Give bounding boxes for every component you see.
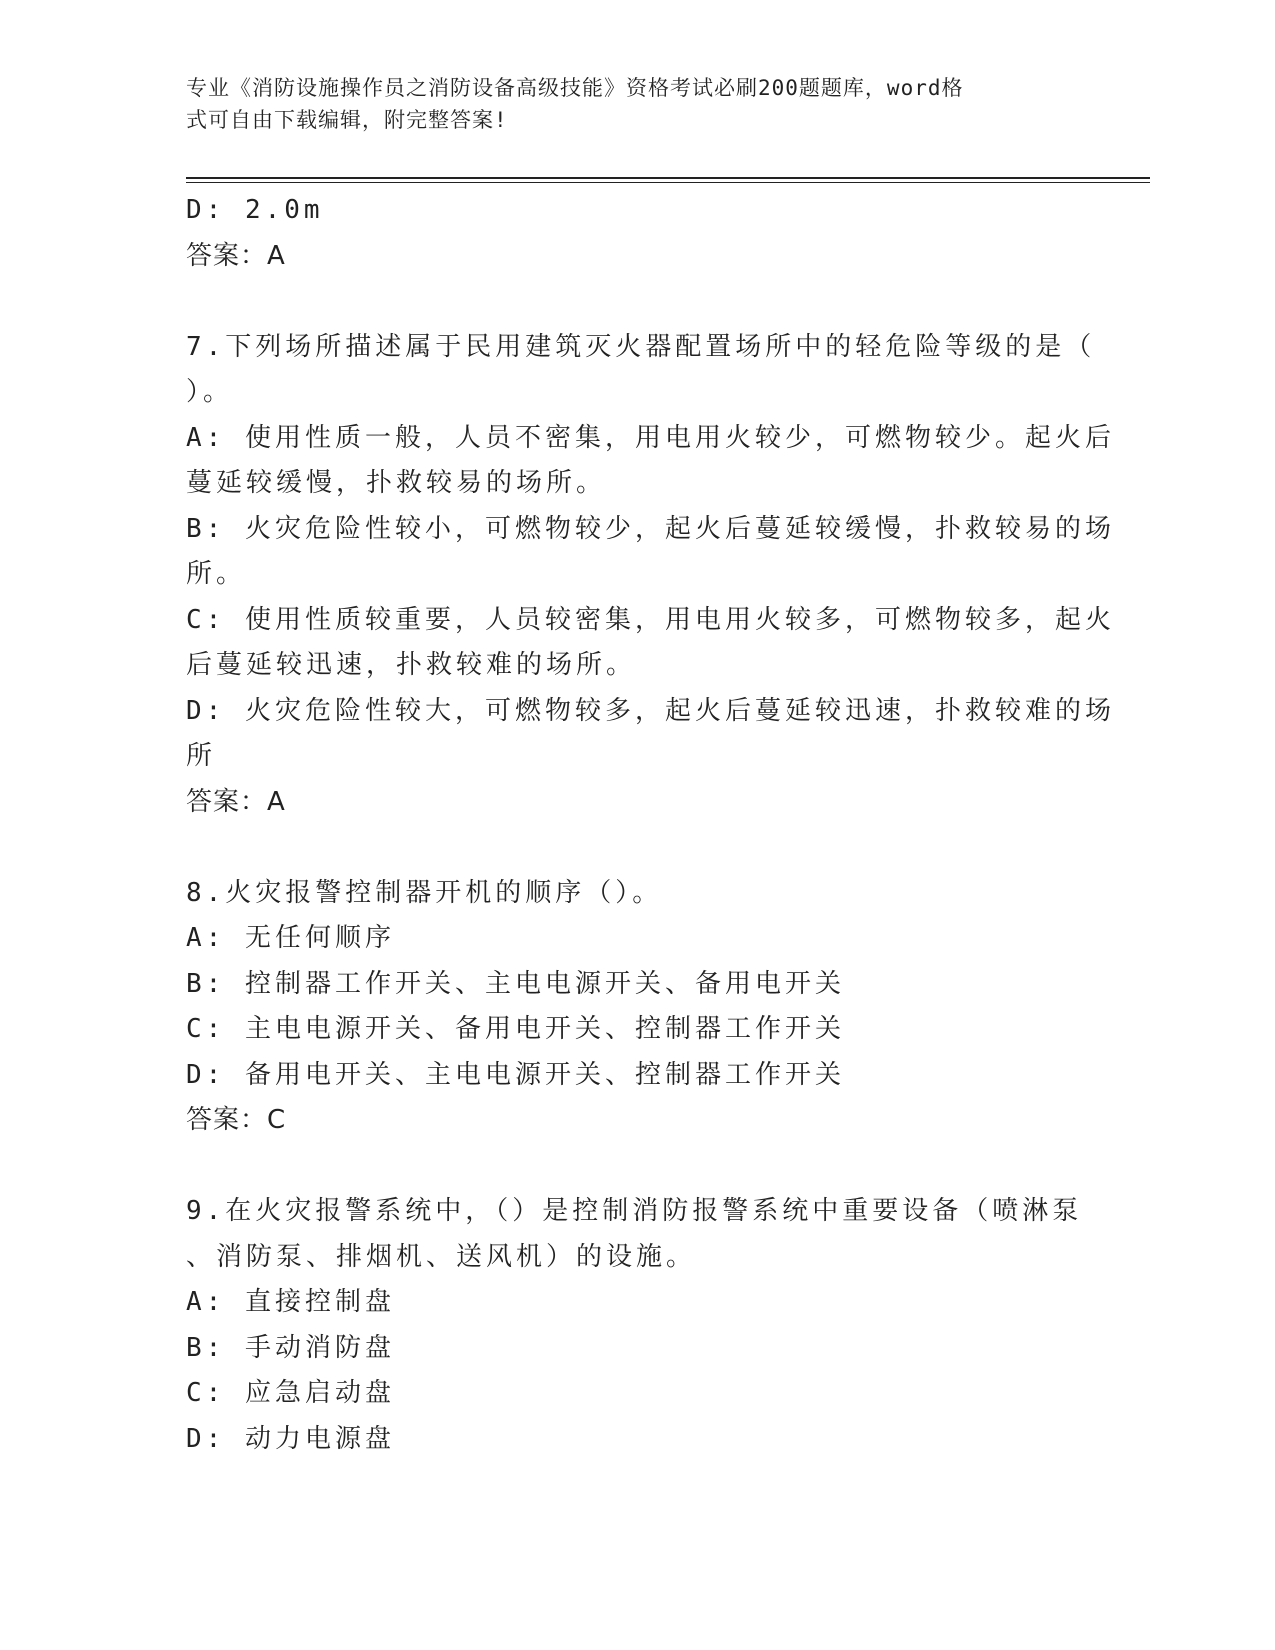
header-line-2: 式可自由下载编辑，附完整答案!	[186, 108, 508, 132]
option-a: A: 使用性质一般，人员不密集，用电用火较少，可燃物较少。起火后	[186, 422, 1115, 453]
question-stem-cont: 、消防泵、排烟机、送风机）的设施。	[186, 1241, 697, 1272]
answer-label: 答案：C	[186, 1105, 287, 1135]
question-6-tail	[186, 188, 1066, 279]
option-a: A: 无任何顺序	[186, 923, 395, 953]
spacer	[186, 825, 1066, 871]
option-b-cont: 所。	[186, 559, 247, 589]
question-9	[186, 1189, 1083, 1462]
question-8	[186, 871, 1066, 1144]
option-d: D: 动力电源盘	[186, 1423, 395, 1454]
answer-label: 答案：A	[186, 240, 286, 271]
option-d-cont: 所	[186, 741, 217, 771]
option-d: D: 备用电开关、主电电源开关、控制器工作开关	[186, 1059, 845, 1090]
question-stem: 9.在火灾报警系统中，（）是控制消防报警系统中重要设备（喷淋泵	[186, 1196, 1083, 1226]
option-c: C: 应急启动盘	[186, 1378, 395, 1408]
question-list	[186, 188, 1115, 1462]
question-stem: 8.火灾报警控制器开机的顺序（）。	[186, 877, 663, 908]
spacer	[186, 1144, 1066, 1190]
answer-label: 答案：A	[186, 786, 286, 817]
question-stem: 7.下列场所描述属于民用建筑灭火器配置场所中的轻危险等级的是（	[186, 331, 1096, 362]
question-stem-cont: ）。	[186, 377, 234, 407]
option-c: C: 使用性质较重要，人员较密集，用电用火较多，可燃物较多，起火	[186, 604, 1115, 635]
option-c-cont: 后蔓延较迅速，扑救较难的场所。	[186, 650, 637, 680]
document-header	[186, 72, 1066, 136]
option-b: B: 火灾危险性较小，可燃物较少，起火后蔓延较缓慢，扑救较易的场	[186, 513, 1115, 544]
option-d: D: 火灾危险性较大，可燃物较多，起火后蔓延较迅速，扑救较难的场	[186, 695, 1115, 726]
spacer	[186, 279, 1066, 325]
option-b: B: 手动消防盘	[186, 1332, 395, 1363]
header-rule-thin	[186, 182, 1150, 183]
option-b: B: 控制器工作开关、主电电源开关、备用电开关	[186, 968, 845, 999]
option-d: D: 2.0m	[186, 195, 324, 225]
header-line-1: 专业《消防设施操作员之消防设备高级技能》资格考试必刷200题题库，word格	[186, 76, 964, 100]
option-a: A: 直接控制盘	[186, 1287, 395, 1317]
question-7	[186, 325, 1115, 826]
header-rule-thick	[186, 177, 1150, 179]
option-c: C: 主电电源开关、备用电开关、控制器工作开关	[186, 1014, 845, 1044]
option-a-cont: 蔓延较缓慢，扑救较易的场所。	[186, 468, 607, 498]
